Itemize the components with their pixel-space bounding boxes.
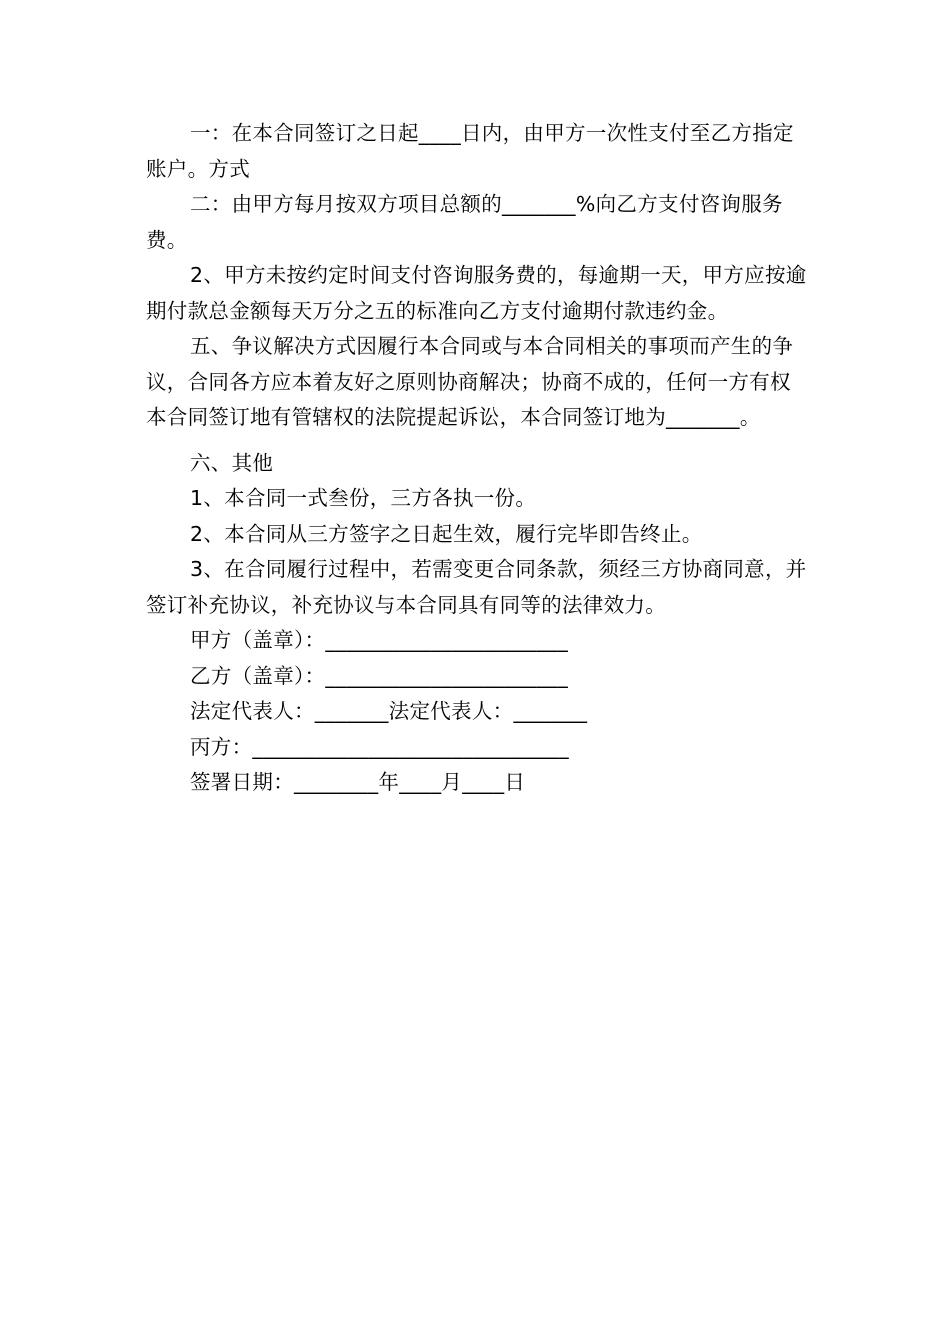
legal-representatives-line: 法定代表人：_______法定代表人：_______: [190, 699, 588, 723]
payment-method-one-paragraph: 一：在本合同签订之日起____日内，由甲方一次性支付至乙方指定账户。方式: [146, 121, 794, 181]
dispute-resolution-paragraph: 五、争议解决方式因履行本合同或与本合同相关的事项而产生的争议，合同各方应本着友好之原则协商解决；协商不成的，任何一方有权本合同签订地有管辖权的法院提起诉讼，本合同签订地为_______。: [146, 334, 794, 429]
copies-paragraph: 1、本合同一式叁份，三方各执一份。: [190, 486, 537, 510]
document-body: [146, 116, 808, 801]
party-a-signature-line: 甲方（盖章）：_______________________: [190, 628, 568, 652]
amendment-paragraph: 3、在合同履行过程中，若需变更合同条款，须经三方协商同意，并签订补充协议，补充协议与本合同具有同等的法律效力。: [146, 557, 807, 617]
late-payment-paragraph: 2、甲方未按约定时间支付咨询服务费的，每逾期一天，甲方应按逾期付款总金额每天万分之五的标准向乙方支付逾期付款违约金。: [146, 263, 807, 323]
signing-date-line: 签署日期：________年____月____日: [190, 770, 526, 794]
effective-date-paragraph: 2、本合同从三方签字之日起生效，履行完毕即告终止。: [190, 521, 703, 546]
payment-method-two-paragraph: 二：由甲方每月按双方项目总额的_______%向乙方支付咨询服务费。: [146, 192, 783, 252]
other-section-heading: 六、其他: [190, 450, 274, 475]
party-c-signature-line: 丙方：______________________________: [190, 734, 569, 759]
party-b-signature-line: 乙方（盖章）：_______________________: [190, 663, 568, 688]
